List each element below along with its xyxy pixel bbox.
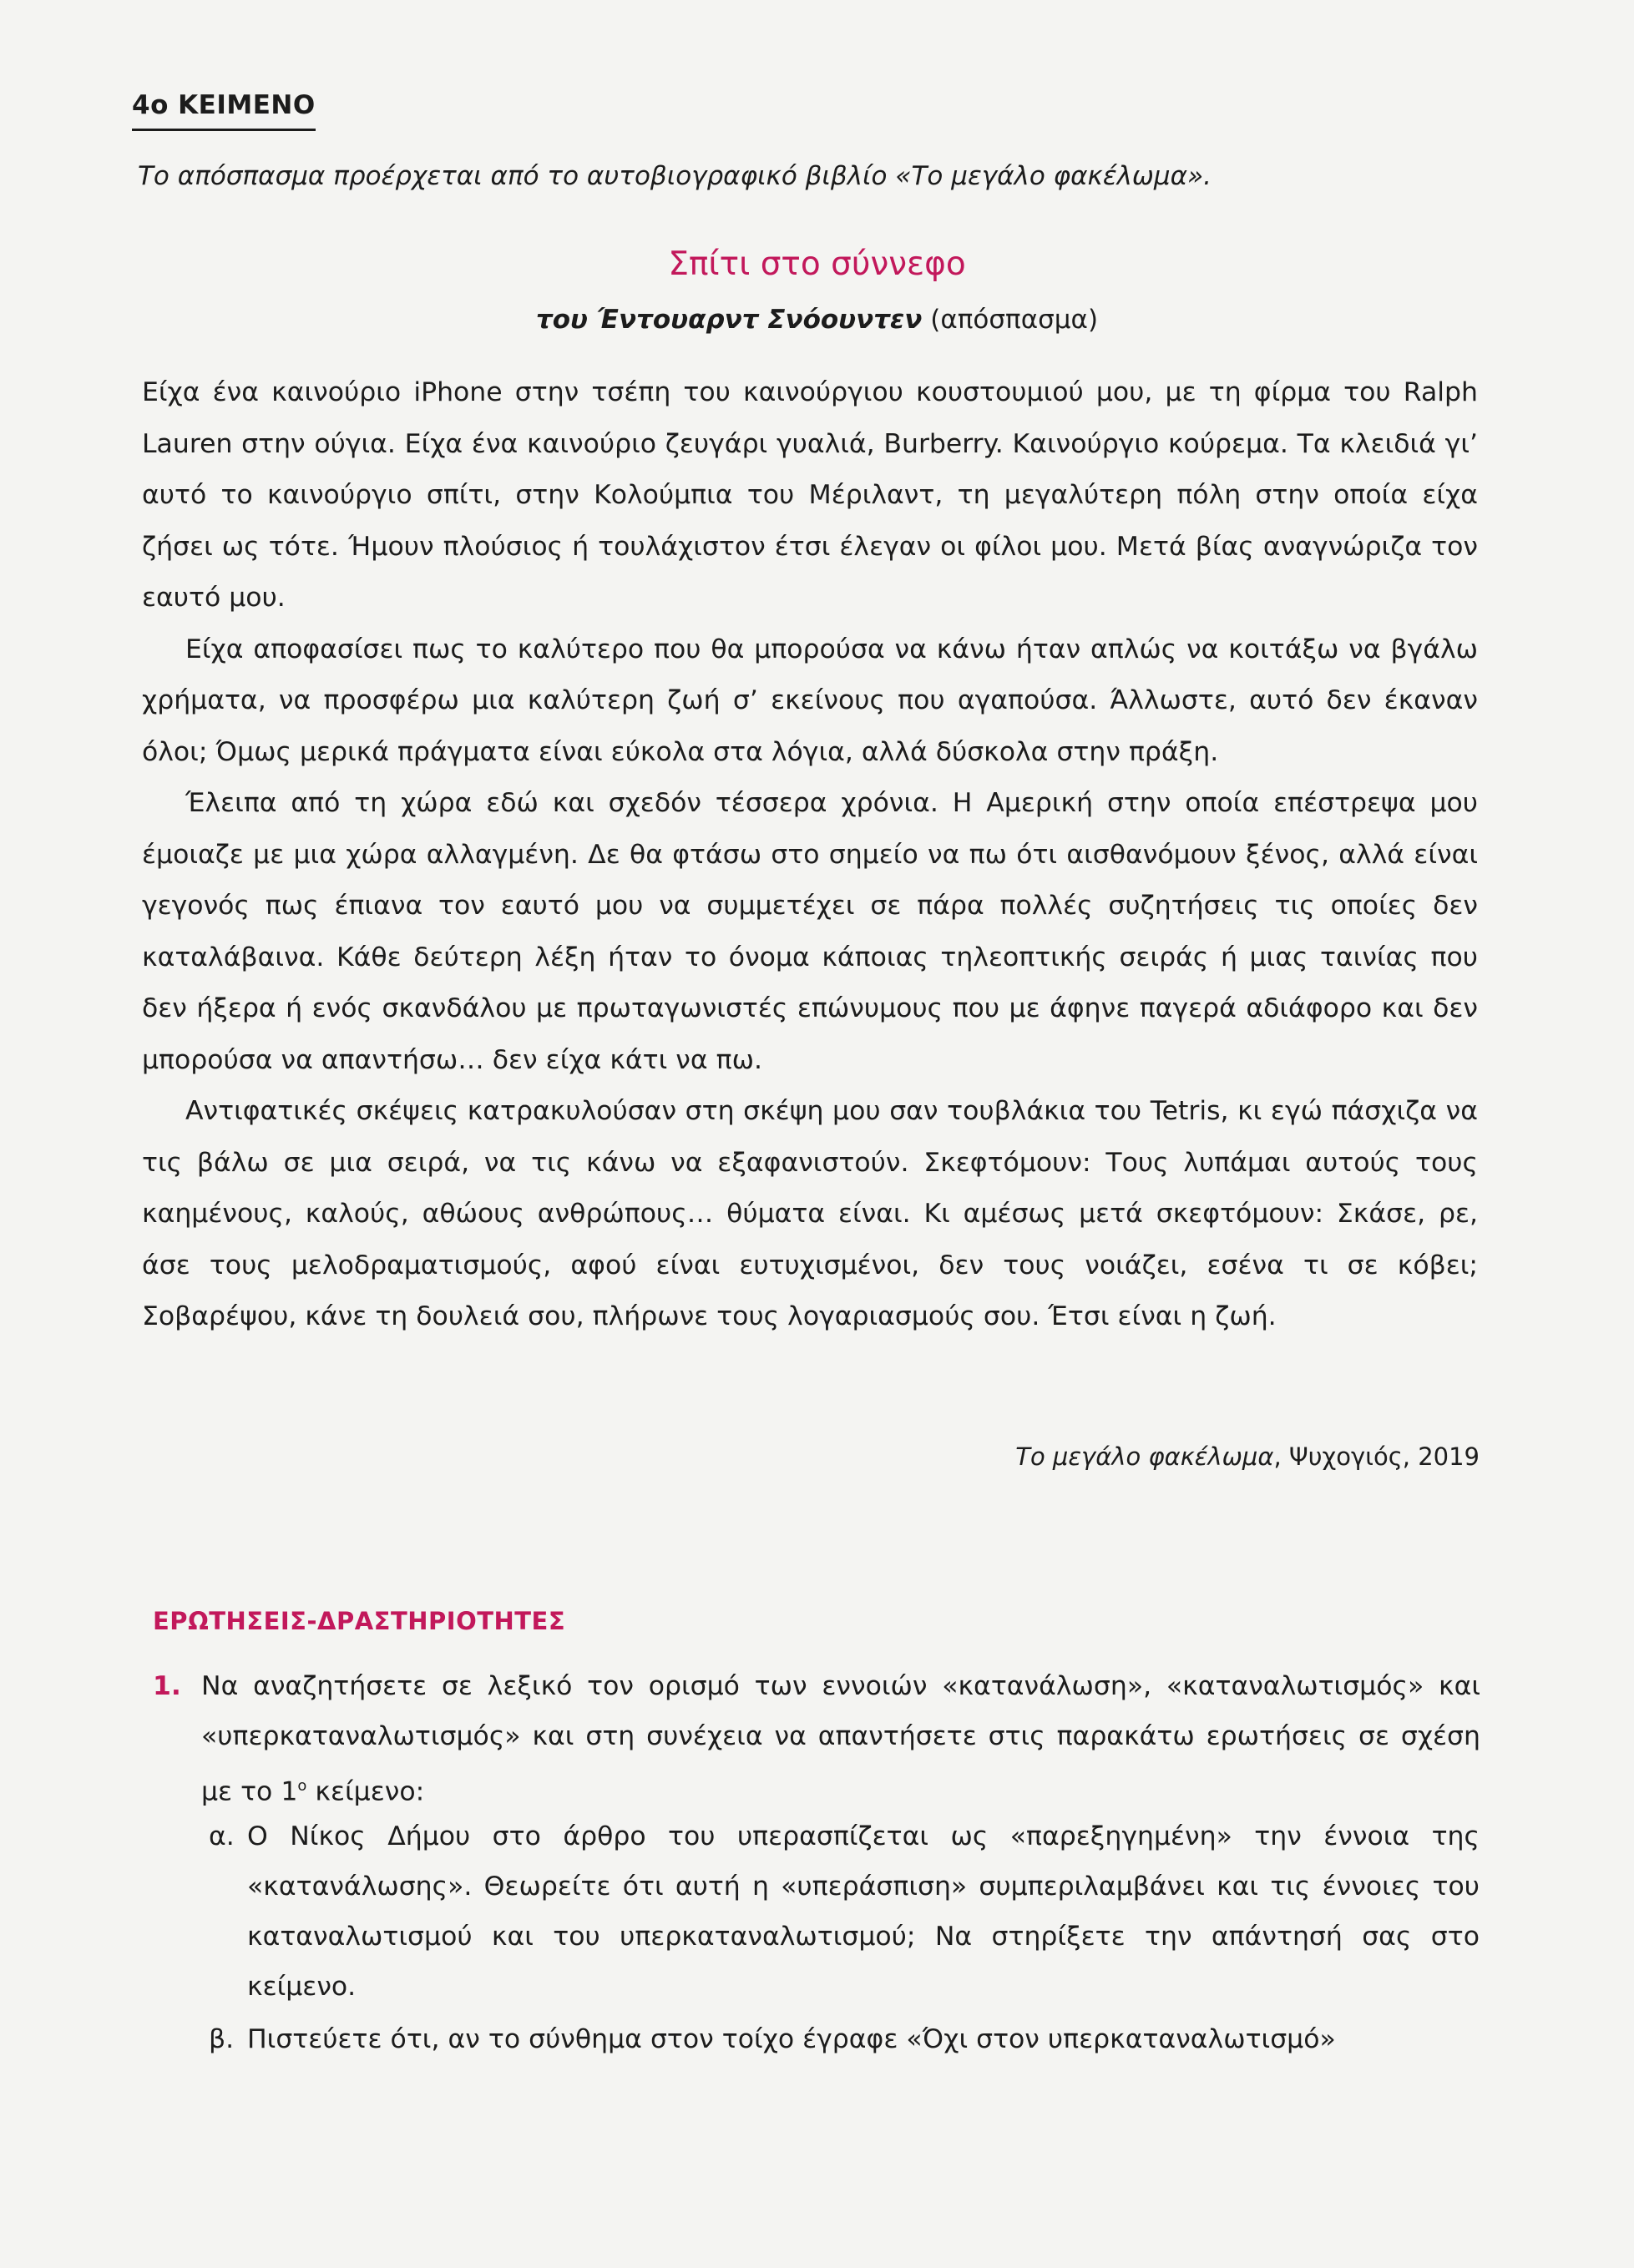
article-byline bbox=[0, 302, 1634, 337]
sub-question-text: Πιστεύετε ότι, αν το σύνθημα στον τοίχο έγραφε «Όχι στον υπερκαταναλωτισμό» bbox=[247, 2024, 1336, 2054]
paragraph: Έλειπα από τη χώρα εδώ και σχεδόν τέσσερα χρόνια. Η Αμερική στην οποία επέστρεψα μου έμοιαζε με μια χώρα αλλαγμένη. Δε θα φτάσω στο σημείο να πω ότι αισθανόμουν ξένος, αλλά είναι γεγονός πως έπιανα τον εαυτό μου να συμμετέχει σε πάρα πολλές συζητήσεις τις οποίες δεν καταλάβαινα. Κάθε δεύτερη λέξη ήταν το όνομα κάποιας τηλεοπτικής σειράς ή μιας ταινίας που δεν ήξερα ή ενός σκανδάλου με πρωταγωνιστές επώνυμους που με άφηνε παγερά αδιάφορο και δεν μπορούσα να απαντήσω… δεν είχα κάτι να πω. bbox=[142, 788, 1478, 1075]
question-number: 1. bbox=[153, 1671, 181, 1701]
sub-question-letter: α. bbox=[209, 1821, 235, 1851]
ordinal-superscript: ο bbox=[297, 1777, 307, 1795]
sub-question-letter: β. bbox=[209, 2024, 235, 2054]
questions-heading: ΕΡΩΤΗΣΕΙΣ-ΔΡΑΣΤΗΡΙΟΤΗΤΕΣ bbox=[153, 1607, 566, 1635]
question-text-end: κείμενο: bbox=[306, 1776, 425, 1807]
question-1 bbox=[153, 1661, 1480, 1817]
sub-question-b bbox=[209, 2014, 1480, 2064]
intro-note: Το απόσπασμα προέρχεται από το αυτοβιογραφικό βιβλίο «Το μεγάλο φακέλωμα». bbox=[138, 161, 1212, 191]
question-text-main: Να αναζητήσετε σε λεξικό τον ορισμό των εννοιών «κατανάλωση», «καταναλωτισμός» και «υπερκαταναλωτισμός» και στη συνέχεια να απαντήσετε στις παρακάτω ερωτήσεις σε σχέση με το 1 bbox=[201, 1671, 1480, 1807]
article-body bbox=[142, 367, 1478, 1343]
paragraph: Αντιφατικές σκέψεις κατρακυλούσαν στη σκέψη μου σαν τουβλάκια του Tetris, κι εγώ πάσχιζα να τις βάλω σε μια σειρά, να τις κάνω να εξαφανιστούν. Σκεφτόμουν: Τους λυπάμαι αυτούς τους καημένους, καλούς, αθώους ανθρώπους… θύματα είναι. Κι αμέσως μετά σκεφτόμουν: Σκάσε, ρε, άσε τους μελοδραματισμούς, αφού είναι ευτυχισμένοι, δεν τους νοιάζει, εσένα τι σε κόβει; Σοβαρέψου, κάνε τη δουλειά σου, πλήρωνε τους λογαριασμούς σου. Έτσι είναι η ζωή. bbox=[142, 1096, 1478, 1331]
paragraph: Είχα ένα καινούριο iPhone στην τσέπη του καινούργιου κουστουμιού μου, με τη φίρμα του Ralph Lauren στην ούγια. Είχα ένα καινούριο ζευγάρι γυαλιά, Burberry. Καινούργιο κούρεμα. Τα κλειδιά γι’ αυτό το καινούργιο σπίτι, στην Κολούμπια του Μέριλαντ, τη μεγαλύτερη πόλη στην οποία είχα ζήσει ως τότε. Ήμουν πλούσιος ή τουλάχιστον έτσι έλεγαν οι φίλοι μου. Μετά βίας αναγνώριζα τον εαυτό μου. bbox=[142, 377, 1478, 613]
section-label: 4ο ΚΕΙΜΕΝΟ bbox=[132, 90, 316, 131]
article-author: του Έντουαρντ Σνόουντεν bbox=[535, 305, 923, 335]
sub-question-a bbox=[209, 1811, 1480, 2012]
source-book: Το μεγάλο φακέλωμα bbox=[1015, 1442, 1274, 1471]
source-publisher: , Ψυχογιός, 2019 bbox=[1273, 1442, 1480, 1471]
article-title: Σπίτι στο σύννεφο bbox=[668, 245, 966, 283]
question-text bbox=[201, 1661, 1480, 1817]
excerpt-note: (απόσπασμα) bbox=[930, 305, 1099, 335]
paragraph: Είχα αποφασίσει πως το καλύτερο που θα μπορούσα να κάνω ήταν απλώς να κοιτάξω να βγάλω χρήματα, να προσφέρω μια καλύτερη ζωή σ’ εκείνους που αγαπούσα. Άλλωστε, αυτό δεν έκαναν όλοι; Όμως μερικά πράγματα είναι εύκολα στα λόγια, αλλά δύσκολα στην πράξη. bbox=[142, 634, 1478, 767]
sub-question-text: Ο Νίκος Δήμου στο άρθρο του υπερασπίζεται ως «παρεξηγημένη» την έννοια της «κατανάλωσης». Θεωρείτε ότι αυτή η «υπεράσπιση» συμπεριλαμβάνει και τις έννοιες του καταναλωτισμού και του υπερκαταναλωτισμού; Να στηρίξετε την απάντησή σας στο κείμενο. bbox=[247, 1821, 1480, 2002]
source-citation bbox=[835, 1440, 1480, 1473]
